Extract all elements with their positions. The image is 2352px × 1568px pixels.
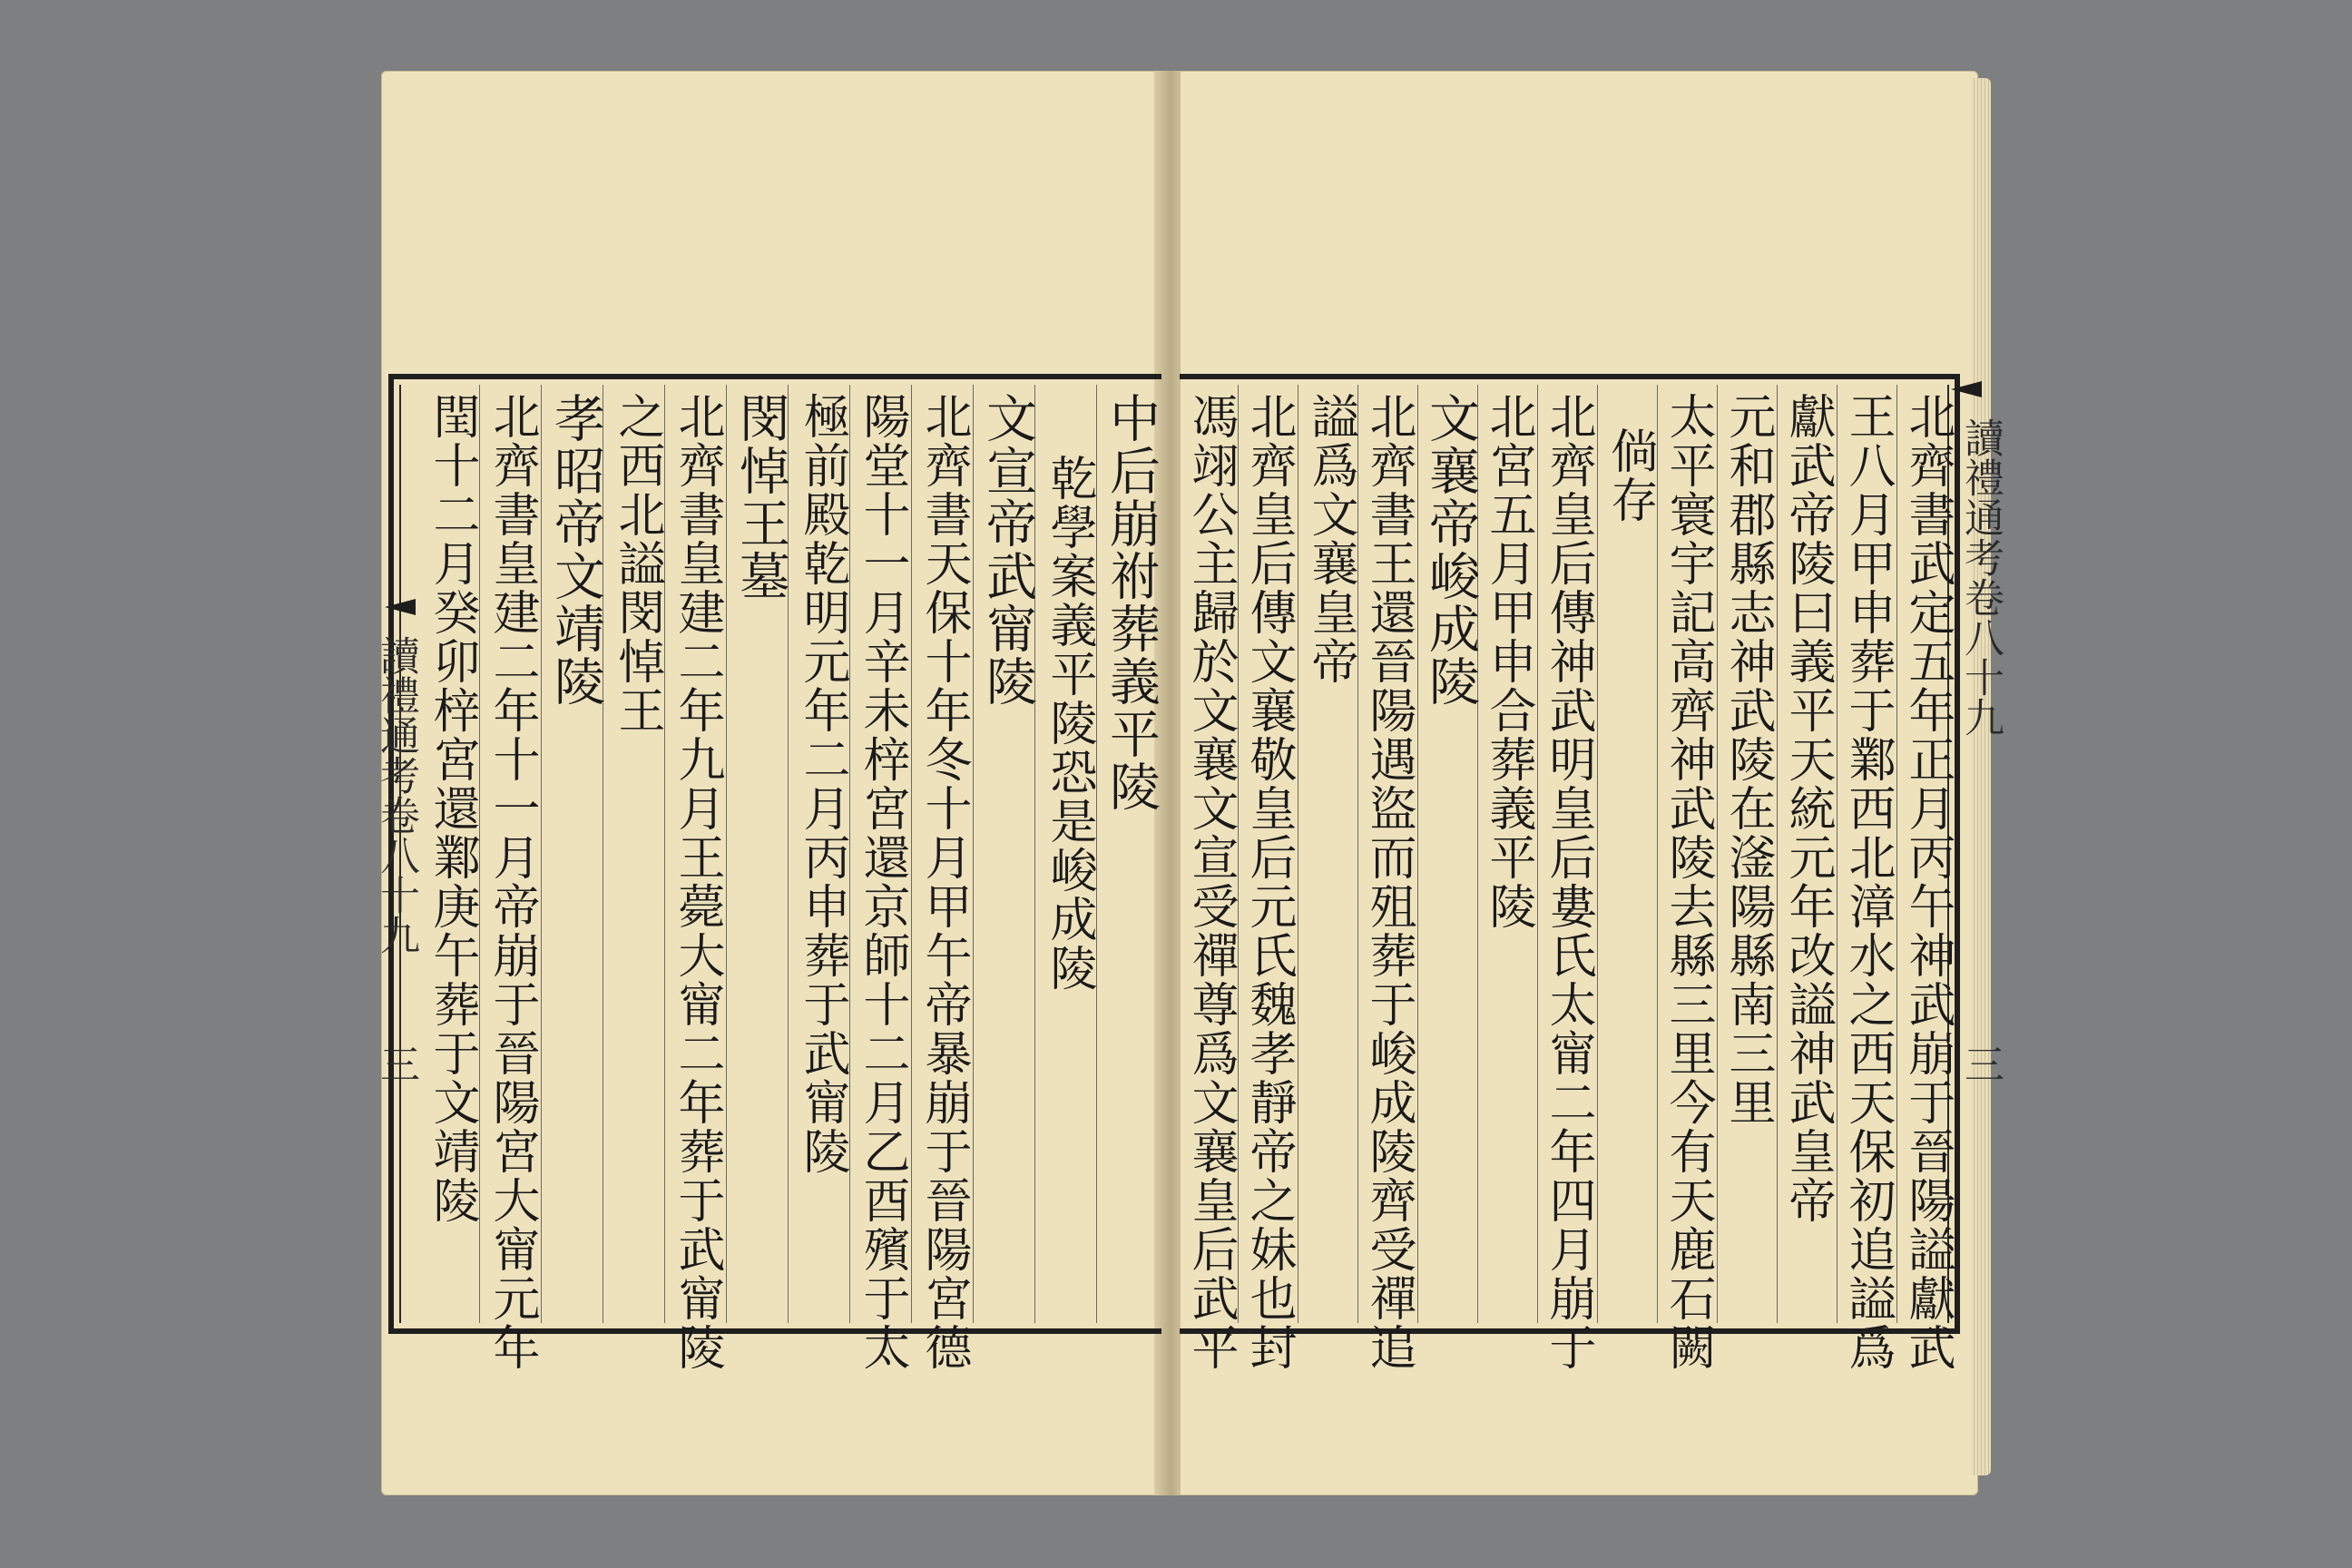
text-column: 乾學案義平陵恐是峻成陵 [1042,454,1096,993]
text-column: 北齊皇后傳文襄敬皇后元氏魏孝靜帝之妹也封 [1241,392,1296,1372]
column-rule [1537,385,1538,1323]
column-rule [1896,385,1897,1323]
text-column: 北齊皇后傳神武明皇后婁氏太甯二年四月崩于 [1541,392,1595,1372]
text-column: 北齊書皇建二年九月王薨大甯二年葬于武甯陵 [670,392,724,1372]
running-title: 讀禮通考卷八十九 [1957,417,2004,737]
text-column: 倘存 [1602,426,1657,524]
text-column: 北齊書皇建二年十一月帝崩于晉陽宮大甯元年 [485,392,539,1372]
running-title: 讀禮通考卷八十九 [373,635,419,955]
page-number: 三 [1957,1044,2004,1083]
column-rule [1777,385,1778,1323]
column-rule [911,385,912,1323]
fore-edge [1971,78,1991,1475]
text-column: 馮翊公主歸於文襄文宣受禪尊爲文襄皇后武平 [1183,392,1238,1372]
text-column: 謚爲文襄皇帝 [1303,392,1357,686]
column-rule [973,385,974,1323]
text-column: 獻武帝陵曰義平天統元年改謚神武皇帝 [1780,392,1835,1225]
column-rule [726,385,727,1323]
text-column: 文宣帝武甯陵 [978,392,1037,708]
text-column: 閔悼王墓 [731,392,790,603]
text-column: 元和郡縣志神武陵在滏陽縣南三里 [1720,392,1775,1127]
column-rule [1417,385,1418,1323]
column-rule [1657,385,1658,1323]
column-rule [1597,385,1598,1323]
text-column: 孝昭帝文靖陵 [546,392,605,708]
column-rule [1837,385,1838,1323]
text-column: 之西北謚閔悼王 [610,392,664,735]
text-column: 北齊書武定五年正月丙午神武崩于晉陽謚獻武 [1900,392,1955,1372]
page-number: 三 [373,1044,419,1083]
text-column: 閏十二月癸卯梓宮還鄴庚午葬于文靖陵 [425,392,479,1225]
text-column: 北宮五月甲申合葬義平陵 [1481,392,1535,931]
text-column: 文襄帝峻成陵 [1421,392,1480,708]
text-column: 中后崩祔葬義平陵 [1102,392,1161,813]
column-rule [541,385,542,1323]
text-column: 北齊書天保十年冬十月甲午帝暴崩于晉陽宮德 [916,392,971,1372]
text-column: 陽堂十一月辛未梓宮還京師十二月乙酉殯于太 [855,392,909,1372]
text-column: 極前殿乾明元年二月丙申葬于武甯陵 [795,392,849,1176]
column-rule [1238,385,1239,1323]
text-column: 太平寰宇記高齊神武陵去縣三里今有天鹿石闕 [1661,392,1715,1372]
text-column: 北齊書王還晉陽遇盜而殂葬于峻成陵齊受禪追 [1361,392,1416,1372]
column-rule [1717,385,1718,1323]
text-column: 王八月甲申葬于鄴西北漳水之西天保初追謚爲 [1840,392,1895,1372]
